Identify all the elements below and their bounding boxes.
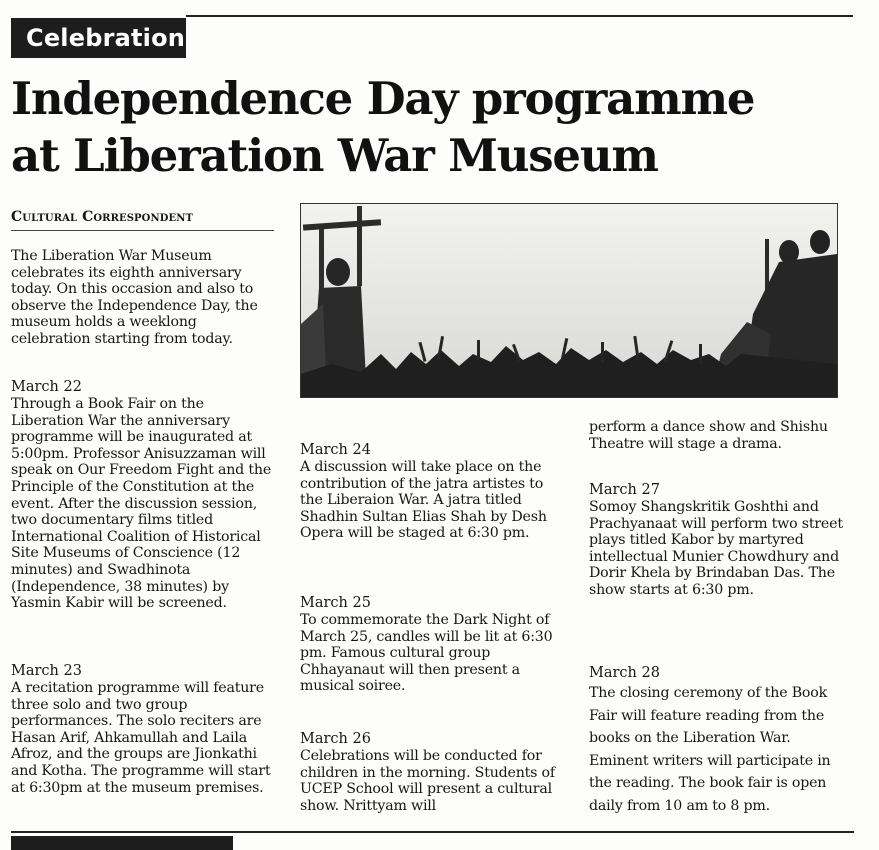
event-date: March 22 [11, 379, 82, 395]
crowd-photo [300, 203, 838, 398]
headline-line-2: at Liberation War Museum [11, 129, 658, 182]
intro-paragraph: The Liberation War Museum celebrates its eighth anniversary today. On this occasion and also to observe the Independence Day, the museum holds a weeklong celebration starting from today. [11, 248, 258, 347]
event-march-25 [300, 594, 565, 695]
headline [11, 70, 861, 184]
event-march-28 [589, 664, 854, 818]
event-date: March 25 [300, 595, 371, 611]
headline-line-1: Independence Day programme [11, 72, 755, 125]
event-text: Celebrations will be conducted for children in the morning. Students of UCEP School will present a cultural show. Nrittyam will [300, 748, 555, 814]
event-march-26-continued [589, 419, 854, 452]
event-date: March 26 [300, 731, 371, 747]
event-march-24 [300, 441, 565, 542]
event-date: March 23 [11, 663, 82, 679]
event-text: A discussion will take place on the contribution of the jatra artistes to the Liberaion War. A jatra titled Shadhin Sultan Elias Shah by Desh Opera will be staged at 6:30 pm. [300, 459, 547, 542]
next-section-tag [11, 836, 233, 850]
event-date: March 24 [300, 442, 371, 458]
event-text: To commemorate the Dark Night of March 25, candles will be lit at 6:30 pm. Famous cultural group Chhayanaut will then present a musical soiree. [300, 612, 553, 695]
event-text: Somoy Shangskritik Goshthi and Prachyanaat will perform two street plays titled Kabor by martyred intellectual Munier Chowdhury and Dorir Khela by Brindaban Das. The show starts at 6:30 pm. [589, 499, 843, 598]
event-text-continued: perform a dance show and Shishu Theatre will stage a drama. [589, 419, 828, 452]
event-text: The closing ceremony of the Book Fair will feature reading from the books on the Liberation War. Eminent writers will participate in the reading. The book fair is open daily from 10 am to 8 pm. [589, 685, 831, 814]
event-date: March 27 [589, 482, 660, 498]
event-march-23 [11, 662, 273, 796]
crowd-silhouette-image [301, 204, 837, 397]
event-text: A recitation programme will feature three solo and two group performances. The solo reciters are Hasan Arif, Ahkamullah and Laila Afroz, and the groups are Jionkathi and Kotha. The programme will start at 6:30pm at the museum premises. [11, 680, 271, 796]
event-march-22 [11, 378, 273, 612]
top-rule [186, 15, 853, 17]
event-march-26 [300, 730, 565, 814]
column-1 [11, 248, 265, 348]
bottom-rule [11, 831, 854, 833]
byline: Cultural Correspondent [11, 208, 274, 231]
section-label: Celebration [11, 18, 186, 58]
event-march-27 [589, 481, 854, 599]
event-date: March 28 [589, 665, 660, 681]
event-text: Through a Book Fair on the Liberation War the anniversary programme will be inaugurated at 5:00pm. Professor Anisuzzaman will speak on Our Freedom Fight and the Principle of the Constitution at the event. After the discussion session, two documentary films titled International Coalition of Historical Site Museums of Conscience (12 minutes) and Swadhinota (Independence, 38 minutes) by Yasmin Kabir will be screened. [11, 396, 272, 612]
